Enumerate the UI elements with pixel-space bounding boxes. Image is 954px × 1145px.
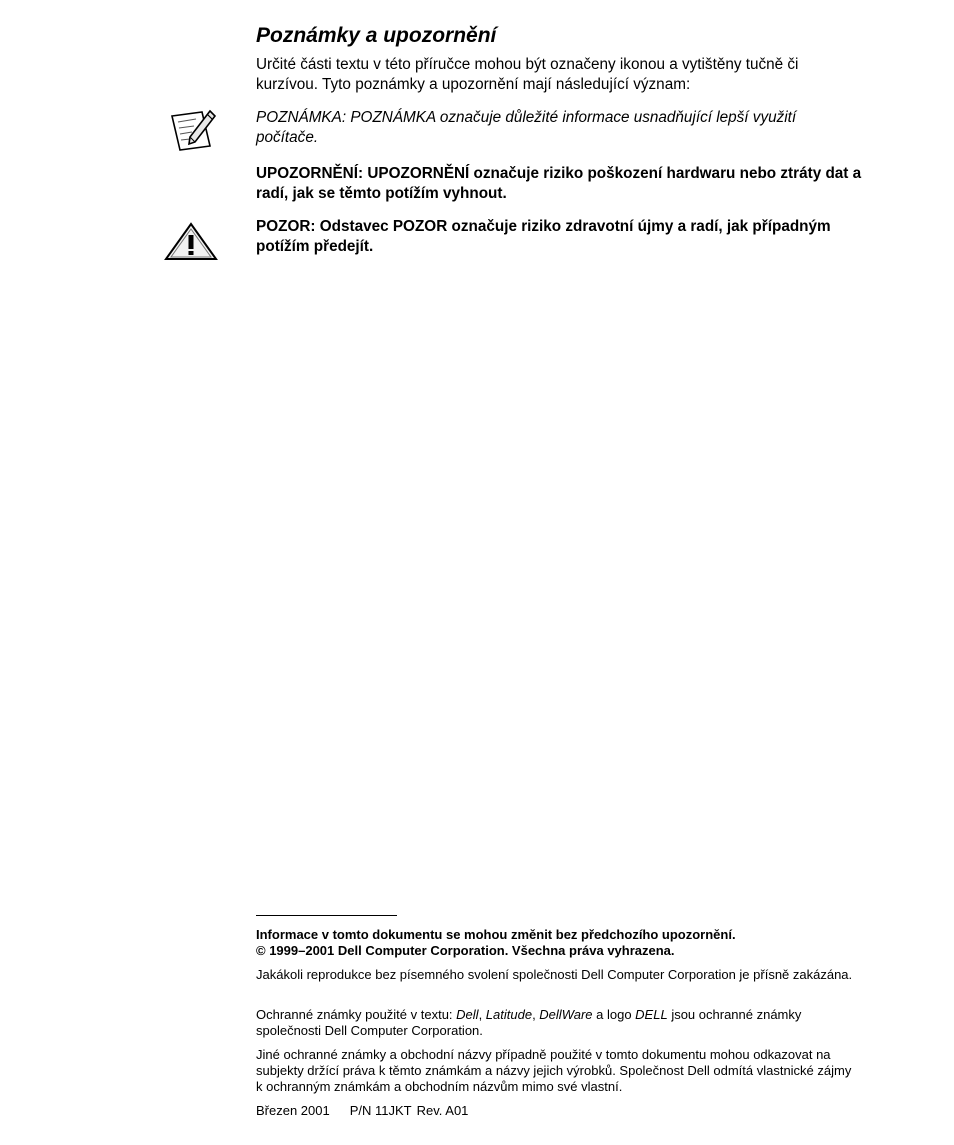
reproduction-notice: Jakákoli reprodukce bez písemného svolení společnosti Dell Computer Corporation je přísně zakázána. — [256, 967, 853, 982]
trademark-notice — [256, 1007, 860, 1039]
warning-paragraph: POZOR: Odstavec POZOR označuje riziko zdravotní újmy a radí, jak případným potížím předejít. — [256, 218, 831, 255]
footer-divider — [256, 915, 397, 916]
change-notice: Informace v tomto dokumentu se mohou změnit bez předchozího upozornění. — [256, 927, 736, 942]
revision: Rev. A01 — [416, 1103, 469, 1118]
note-paragraph: POZNÁMKA: POZNÁMKA označuje důležité informace usnadňující lepší využití počítače. — [256, 109, 797, 146]
trademark-logo: DELL — [635, 1007, 668, 1022]
trademark-latitude: Latitude — [485, 1007, 533, 1022]
intro-paragraph: Určité části textu v této příručce mohou být označeny ikonou a vytištěny tučně či kurzívou. Tyto poznámky a upozornění mají následující význam: — [256, 56, 799, 93]
section-heading: Poznámky a upozornění — [256, 24, 497, 47]
warning-triangle-icon — [164, 220, 218, 262]
publication-info — [256, 1103, 860, 1119]
trademark-dell: Dell — [456, 1007, 479, 1022]
caution-paragraph: UPOZORNĚNÍ: UPOZORNĚNÍ označuje riziko poškození hardwaru nebo ztráty dat a radí, jak se těmto potížím vyhnout. — [256, 165, 862, 202]
publication-date: Březen 2001 — [256, 1103, 330, 1118]
trademark-sep1: , — [478, 1007, 486, 1022]
other-trademarks-notice: Jiné ochranné známky a obchodní názvy případně použité v tomto dokumentu mohou odkazovat na subjekty držící práva k těmto známkám a názvy jejich výrobků. Společnost Dell odmítá vlastnické zájmy k ochranným známkám a obchodním názvům mimo své vlastní. — [256, 1047, 852, 1094]
pencil-note-icon — [166, 108, 216, 156]
part-number: P/N 11JKT — [349, 1103, 412, 1118]
trademark-suffix: jsou ochranné známky společnosti Dell Computer Corporation. — [256, 1007, 802, 1038]
footer-notice — [256, 927, 860, 959]
copyright-line: © 1999–2001 Dell Computer Corporation. Všechna práva vyhrazena. — [256, 943, 675, 958]
trademark-dellware: DellWare — [539, 1007, 593, 1022]
trademark-prefix: Ochranné známky použité v textu: — [256, 1007, 457, 1022]
trademark-middle: a logo — [592, 1007, 636, 1022]
trademark-sep2: , — [532, 1007, 540, 1022]
